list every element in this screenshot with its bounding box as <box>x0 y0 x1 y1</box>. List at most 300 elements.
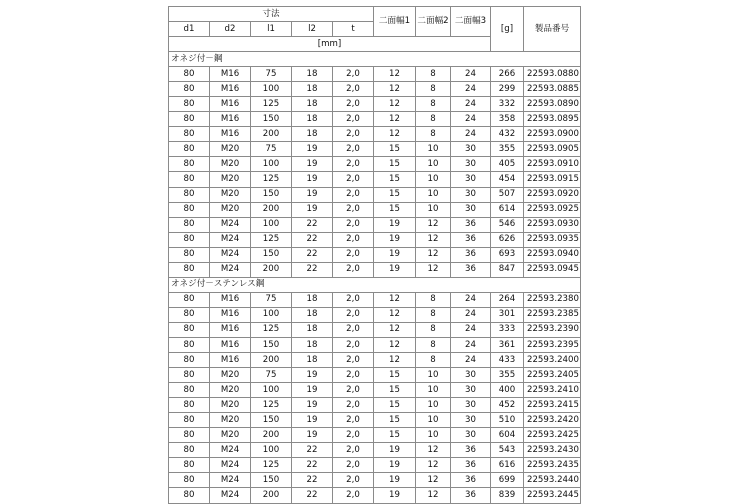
table-cell: M20 <box>210 368 251 383</box>
table-row <box>169 217 581 232</box>
table-row <box>169 458 581 473</box>
table-cell: 200 <box>251 262 292 277</box>
table-cell: 2,0 <box>333 307 374 322</box>
table-cell: 75 <box>251 67 292 82</box>
table-cell: 80 <box>169 337 210 352</box>
table-cell: 75 <box>251 292 292 307</box>
section-title: オネジ付－ステンレス鋼 <box>169 277 581 292</box>
table-cell: 546 <box>491 217 524 232</box>
table-cell: 150 <box>251 473 292 488</box>
table-row <box>169 112 581 127</box>
table-cell: 200 <box>251 428 292 443</box>
col-t-header: t <box>333 22 374 37</box>
table-cell: 2,0 <box>333 217 374 232</box>
table-cell: M24 <box>210 473 251 488</box>
table-cell: 19 <box>374 217 416 232</box>
table-cell: 333 <box>491 322 524 337</box>
table-cell: 2,0 <box>333 413 374 428</box>
table-cell: 22 <box>292 458 333 473</box>
table-cell: 543 <box>491 443 524 458</box>
table-cell: 200 <box>251 488 292 503</box>
table-cell: 22 <box>292 247 333 262</box>
table-cell: 2,0 <box>333 82 374 97</box>
table-cell: 30 <box>451 383 491 398</box>
table-row <box>169 322 581 337</box>
table-cell: 12 <box>416 262 451 277</box>
table-row <box>169 97 581 112</box>
table-cell: 8 <box>416 337 451 352</box>
part-no-header: 製品番号 <box>524 7 581 52</box>
table-cell: 12 <box>374 337 416 352</box>
table-cell: 839 <box>491 488 524 503</box>
section-title: オネジ付－鋼 <box>169 52 581 67</box>
table-cell: 80 <box>169 307 210 322</box>
table-cell: 22593.2420 <box>524 413 581 428</box>
table-cell: 80 <box>169 473 210 488</box>
table-cell: 18 <box>292 67 333 82</box>
table-cell: M16 <box>210 97 251 112</box>
table-cell: 19 <box>292 187 333 202</box>
table-row <box>169 473 581 488</box>
table-cell: 15 <box>374 187 416 202</box>
table-cell: 15 <box>374 428 416 443</box>
table-cell: 10 <box>416 157 451 172</box>
table-row <box>169 232 581 247</box>
table-cell: 30 <box>451 172 491 187</box>
table-row <box>169 428 581 443</box>
table-cell: 125 <box>251 97 292 112</box>
table-row <box>169 202 581 217</box>
table-cell: 36 <box>451 247 491 262</box>
table-cell: 12 <box>374 307 416 322</box>
table-row <box>169 337 581 352</box>
table-cell: 80 <box>169 67 210 82</box>
table-cell: 299 <box>491 82 524 97</box>
table-cell: 80 <box>169 97 210 112</box>
table-cell: 19 <box>374 232 416 247</box>
table-cell: 2,0 <box>333 368 374 383</box>
table-cell: 100 <box>251 217 292 232</box>
table-cell: 30 <box>451 398 491 413</box>
table-cell: 8 <box>416 82 451 97</box>
table-cell: 15 <box>374 368 416 383</box>
table-cell: 2,0 <box>333 383 374 398</box>
table-cell: 355 <box>491 142 524 157</box>
table-row <box>169 172 581 187</box>
table-cell: 2,0 <box>333 112 374 127</box>
table-cell: 22593.0910 <box>524 157 581 172</box>
table-cell: M20 <box>210 142 251 157</box>
table-cell: M16 <box>210 322 251 337</box>
table-cell: 2,0 <box>333 97 374 112</box>
table-row <box>169 413 581 428</box>
table-cell: 10 <box>416 142 451 157</box>
table-cell: 24 <box>451 353 491 368</box>
table-cell: 100 <box>251 82 292 97</box>
table-cell: 19 <box>292 142 333 157</box>
table-cell: M20 <box>210 428 251 443</box>
table-cell: 22593.2380 <box>524 292 581 307</box>
table-cell: M20 <box>210 413 251 428</box>
table-cell: 80 <box>169 383 210 398</box>
header-row-1 <box>169 7 581 22</box>
table-cell: 22593.0900 <box>524 127 581 142</box>
table-cell: 626 <box>491 232 524 247</box>
table-cell: M16 <box>210 112 251 127</box>
table-cell: 22593.2440 <box>524 473 581 488</box>
table-cell: 36 <box>451 217 491 232</box>
table-cell: 433 <box>491 353 524 368</box>
table-cell: 2,0 <box>333 458 374 473</box>
table-cell: 2,0 <box>333 322 374 337</box>
table-cell: 10 <box>416 413 451 428</box>
table-cell: 405 <box>491 157 524 172</box>
table-cell: 19 <box>374 458 416 473</box>
table-cell: 2,0 <box>333 488 374 503</box>
table-cell: M16 <box>210 67 251 82</box>
table-cell: 2,0 <box>333 262 374 277</box>
table-cell: 19 <box>292 172 333 187</box>
table-cell: 22593.0940 <box>524 247 581 262</box>
table-cell: 507 <box>491 187 524 202</box>
table-cell: 200 <box>251 127 292 142</box>
table-row <box>169 353 581 368</box>
table-cell: 12 <box>416 473 451 488</box>
table-cell: 80 <box>169 262 210 277</box>
table-cell: 10 <box>416 428 451 443</box>
table-cell: 15 <box>374 202 416 217</box>
table-row <box>169 187 581 202</box>
table-cell: 18 <box>292 307 333 322</box>
table-row <box>169 127 581 142</box>
table-cell: 12 <box>374 67 416 82</box>
table-row <box>169 157 581 172</box>
table-cell: 75 <box>251 142 292 157</box>
table-cell: M24 <box>210 488 251 503</box>
table-cell: 22 <box>292 473 333 488</box>
table-cell: 400 <box>491 383 524 398</box>
table-cell: 12 <box>416 217 451 232</box>
table-cell: 2,0 <box>333 473 374 488</box>
table-cell: 30 <box>451 142 491 157</box>
table-cell: 22593.0895 <box>524 112 581 127</box>
table-row <box>169 488 581 503</box>
table-cell: 10 <box>416 202 451 217</box>
table-cell: 75 <box>251 368 292 383</box>
table-cell: 355 <box>491 368 524 383</box>
table-cell: 2,0 <box>333 337 374 352</box>
table-cell: 24 <box>451 67 491 82</box>
table-cell: 100 <box>251 307 292 322</box>
table-cell: 358 <box>491 112 524 127</box>
col-l1-header: l1 <box>251 22 292 37</box>
table-row <box>169 292 581 307</box>
table-cell: 12 <box>416 232 451 247</box>
table-cell: 2,0 <box>333 428 374 443</box>
table-cell: M16 <box>210 127 251 142</box>
table-cell: 616 <box>491 458 524 473</box>
table-row <box>169 368 581 383</box>
table-cell: 454 <box>491 172 524 187</box>
table-cell: 18 <box>292 353 333 368</box>
table-cell: 8 <box>416 112 451 127</box>
table-cell: 19 <box>374 247 416 262</box>
table-cell: M16 <box>210 353 251 368</box>
table-cell: M20 <box>210 172 251 187</box>
table-cell: 200 <box>251 353 292 368</box>
table-cell: 2,0 <box>333 353 374 368</box>
table-cell: 8 <box>416 292 451 307</box>
table-cell: 8 <box>416 322 451 337</box>
table-row <box>169 262 581 277</box>
table-cell: 2,0 <box>333 443 374 458</box>
table-cell: 10 <box>416 368 451 383</box>
spec-table-container <box>168 6 580 504</box>
table-cell: 30 <box>451 157 491 172</box>
table-row <box>169 443 581 458</box>
table-cell: 2,0 <box>333 398 374 413</box>
table-cell: 30 <box>451 187 491 202</box>
table-row <box>169 307 581 322</box>
table-cell: 22593.0925 <box>524 202 581 217</box>
table-cell: 12 <box>374 322 416 337</box>
table-cell: 80 <box>169 187 210 202</box>
table-cell: 100 <box>251 443 292 458</box>
table-cell: 8 <box>416 353 451 368</box>
table-cell: 22593.0890 <box>524 97 581 112</box>
table-cell: 8 <box>416 67 451 82</box>
table-cell: 125 <box>251 458 292 473</box>
table-cell: M16 <box>210 307 251 322</box>
table-cell: 36 <box>451 488 491 503</box>
table-cell: 36 <box>451 458 491 473</box>
table-cell: 19 <box>292 368 333 383</box>
table-cell: 22593.0880 <box>524 67 581 82</box>
table-cell: 150 <box>251 187 292 202</box>
col-l2-header: l2 <box>292 22 333 37</box>
table-cell: M20 <box>210 398 251 413</box>
table-cell: 150 <box>251 337 292 352</box>
table-cell: 22 <box>292 488 333 503</box>
table-cell: 847 <box>491 262 524 277</box>
table-cell: 24 <box>451 97 491 112</box>
table-cell: 22593.2395 <box>524 337 581 352</box>
table-cell: 22 <box>292 262 333 277</box>
table-cell: 18 <box>292 322 333 337</box>
wrench1-header: 二面幅1 <box>374 7 416 37</box>
table-cell: 614 <box>491 202 524 217</box>
table-body <box>169 52 581 503</box>
weight-header: [g] <box>491 7 524 52</box>
table-cell: 604 <box>491 428 524 443</box>
table-cell: 19 <box>292 202 333 217</box>
table-cell: 15 <box>374 157 416 172</box>
table-cell: 8 <box>416 127 451 142</box>
table-cell: 36 <box>451 473 491 488</box>
table-row <box>169 67 581 82</box>
table-cell: 2,0 <box>333 247 374 262</box>
table-cell: 80 <box>169 428 210 443</box>
table-cell: 18 <box>292 82 333 97</box>
table-cell: 36 <box>451 443 491 458</box>
table-cell: 24 <box>451 292 491 307</box>
table-cell: 24 <box>451 307 491 322</box>
table-cell: 12 <box>374 353 416 368</box>
table-cell: 2,0 <box>333 232 374 247</box>
table-cell: 361 <box>491 337 524 352</box>
table-cell: 699 <box>491 473 524 488</box>
table-cell: 22593.2410 <box>524 383 581 398</box>
table-cell: 30 <box>451 413 491 428</box>
table-cell: 301 <box>491 307 524 322</box>
table-cell: 19 <box>292 157 333 172</box>
table-cell: M20 <box>210 157 251 172</box>
table-cell: 12 <box>416 458 451 473</box>
table-cell: 80 <box>169 127 210 142</box>
table-cell: 332 <box>491 97 524 112</box>
table-cell: 2,0 <box>333 187 374 202</box>
table-cell: 22593.2445 <box>524 488 581 503</box>
table-cell: 18 <box>292 292 333 307</box>
table-cell: 22 <box>292 232 333 247</box>
table-cell: 24 <box>451 112 491 127</box>
table-cell: 150 <box>251 247 292 262</box>
table-cell: 22593.2400 <box>524 353 581 368</box>
table-cell: M24 <box>210 217 251 232</box>
table-cell: 80 <box>169 292 210 307</box>
table-cell: 150 <box>251 112 292 127</box>
table-cell: 510 <box>491 413 524 428</box>
table-cell: 22593.2435 <box>524 458 581 473</box>
table-cell: 10 <box>416 398 451 413</box>
table-cell: 36 <box>451 262 491 277</box>
table-cell: M16 <box>210 292 251 307</box>
table-cell: 2,0 <box>333 67 374 82</box>
table-row <box>169 247 581 262</box>
table-cell: 2,0 <box>333 157 374 172</box>
table-cell: 10 <box>416 187 451 202</box>
table-cell: 80 <box>169 247 210 262</box>
table-cell: 36 <box>451 232 491 247</box>
table-cell: 125 <box>251 232 292 247</box>
table-cell: 24 <box>451 322 491 337</box>
table-cell: 22593.2425 <box>524 428 581 443</box>
table-cell: 2,0 <box>333 292 374 307</box>
table-cell: 452 <box>491 398 524 413</box>
wrench2-header: 二面幅2 <box>416 7 451 37</box>
table-cell: M24 <box>210 262 251 277</box>
table-cell: 12 <box>374 82 416 97</box>
table-cell: 19 <box>292 383 333 398</box>
col-d1-header: d1 <box>169 22 210 37</box>
section-header-row <box>169 52 581 67</box>
table-cell: 8 <box>416 307 451 322</box>
section-header-row <box>169 277 581 292</box>
table-cell: 30 <box>451 202 491 217</box>
table-cell: 264 <box>491 292 524 307</box>
table-cell: M20 <box>210 187 251 202</box>
table-cell: 12 <box>416 443 451 458</box>
dims-group-header: 寸法 <box>169 7 374 22</box>
table-cell: M24 <box>210 443 251 458</box>
table-cell: M24 <box>210 232 251 247</box>
table-cell: 80 <box>169 82 210 97</box>
table-cell: 22593.2405 <box>524 368 581 383</box>
table-cell: 266 <box>491 67 524 82</box>
table-cell: 12 <box>374 292 416 307</box>
table-cell: M20 <box>210 383 251 398</box>
table-cell: 80 <box>169 202 210 217</box>
table-cell: 12 <box>416 488 451 503</box>
table-cell: 15 <box>374 172 416 187</box>
table-cell: 80 <box>169 322 210 337</box>
table-cell: 100 <box>251 383 292 398</box>
table-cell: 24 <box>451 127 491 142</box>
table-cell: 80 <box>169 443 210 458</box>
table-cell: 80 <box>169 217 210 232</box>
table-cell: 19 <box>292 413 333 428</box>
wrench3-header: 二面幅3 <box>451 7 491 37</box>
table-row <box>169 82 581 97</box>
table-cell: 30 <box>451 428 491 443</box>
table-cell: 100 <box>251 157 292 172</box>
table-cell: 80 <box>169 398 210 413</box>
table-row <box>169 383 581 398</box>
table-cell: 22 <box>292 217 333 232</box>
table-cell: 80 <box>169 172 210 187</box>
table-cell: 693 <box>491 247 524 262</box>
spec-table <box>168 6 581 504</box>
table-cell: 125 <box>251 398 292 413</box>
table-cell: M20 <box>210 202 251 217</box>
table-cell: M24 <box>210 247 251 262</box>
table-cell: 15 <box>374 383 416 398</box>
table-cell: 22593.0930 <box>524 217 581 232</box>
table-cell: 200 <box>251 202 292 217</box>
table-cell: 2,0 <box>333 202 374 217</box>
table-cell: 18 <box>292 127 333 142</box>
table-cell: 80 <box>169 368 210 383</box>
table-cell: 80 <box>169 232 210 247</box>
table-cell: 22593.0905 <box>524 142 581 157</box>
table-cell: 22593.0915 <box>524 172 581 187</box>
table-cell: 19 <box>292 428 333 443</box>
table-cell: 10 <box>416 172 451 187</box>
table-cell: 150 <box>251 413 292 428</box>
table-cell: M16 <box>210 337 251 352</box>
table-cell: 15 <box>374 142 416 157</box>
table-cell: 125 <box>251 172 292 187</box>
table-cell: 12 <box>374 97 416 112</box>
table-cell: 80 <box>169 488 210 503</box>
table-cell: 30 <box>451 368 491 383</box>
table-cell: 22593.2385 <box>524 307 581 322</box>
table-cell: 19 <box>374 443 416 458</box>
table-cell: 80 <box>169 112 210 127</box>
unit-header: [mm] <box>169 37 491 52</box>
table-cell: 12 <box>416 247 451 262</box>
table-cell: 22593.2390 <box>524 322 581 337</box>
table-cell: 19 <box>374 262 416 277</box>
table-cell: 15 <box>374 398 416 413</box>
table-cell: 22593.0945 <box>524 262 581 277</box>
table-cell: 432 <box>491 127 524 142</box>
table-cell: 19 <box>374 488 416 503</box>
table-cell: 2,0 <box>333 142 374 157</box>
table-cell: 80 <box>169 142 210 157</box>
table-cell: 18 <box>292 112 333 127</box>
table-cell: 19 <box>292 398 333 413</box>
